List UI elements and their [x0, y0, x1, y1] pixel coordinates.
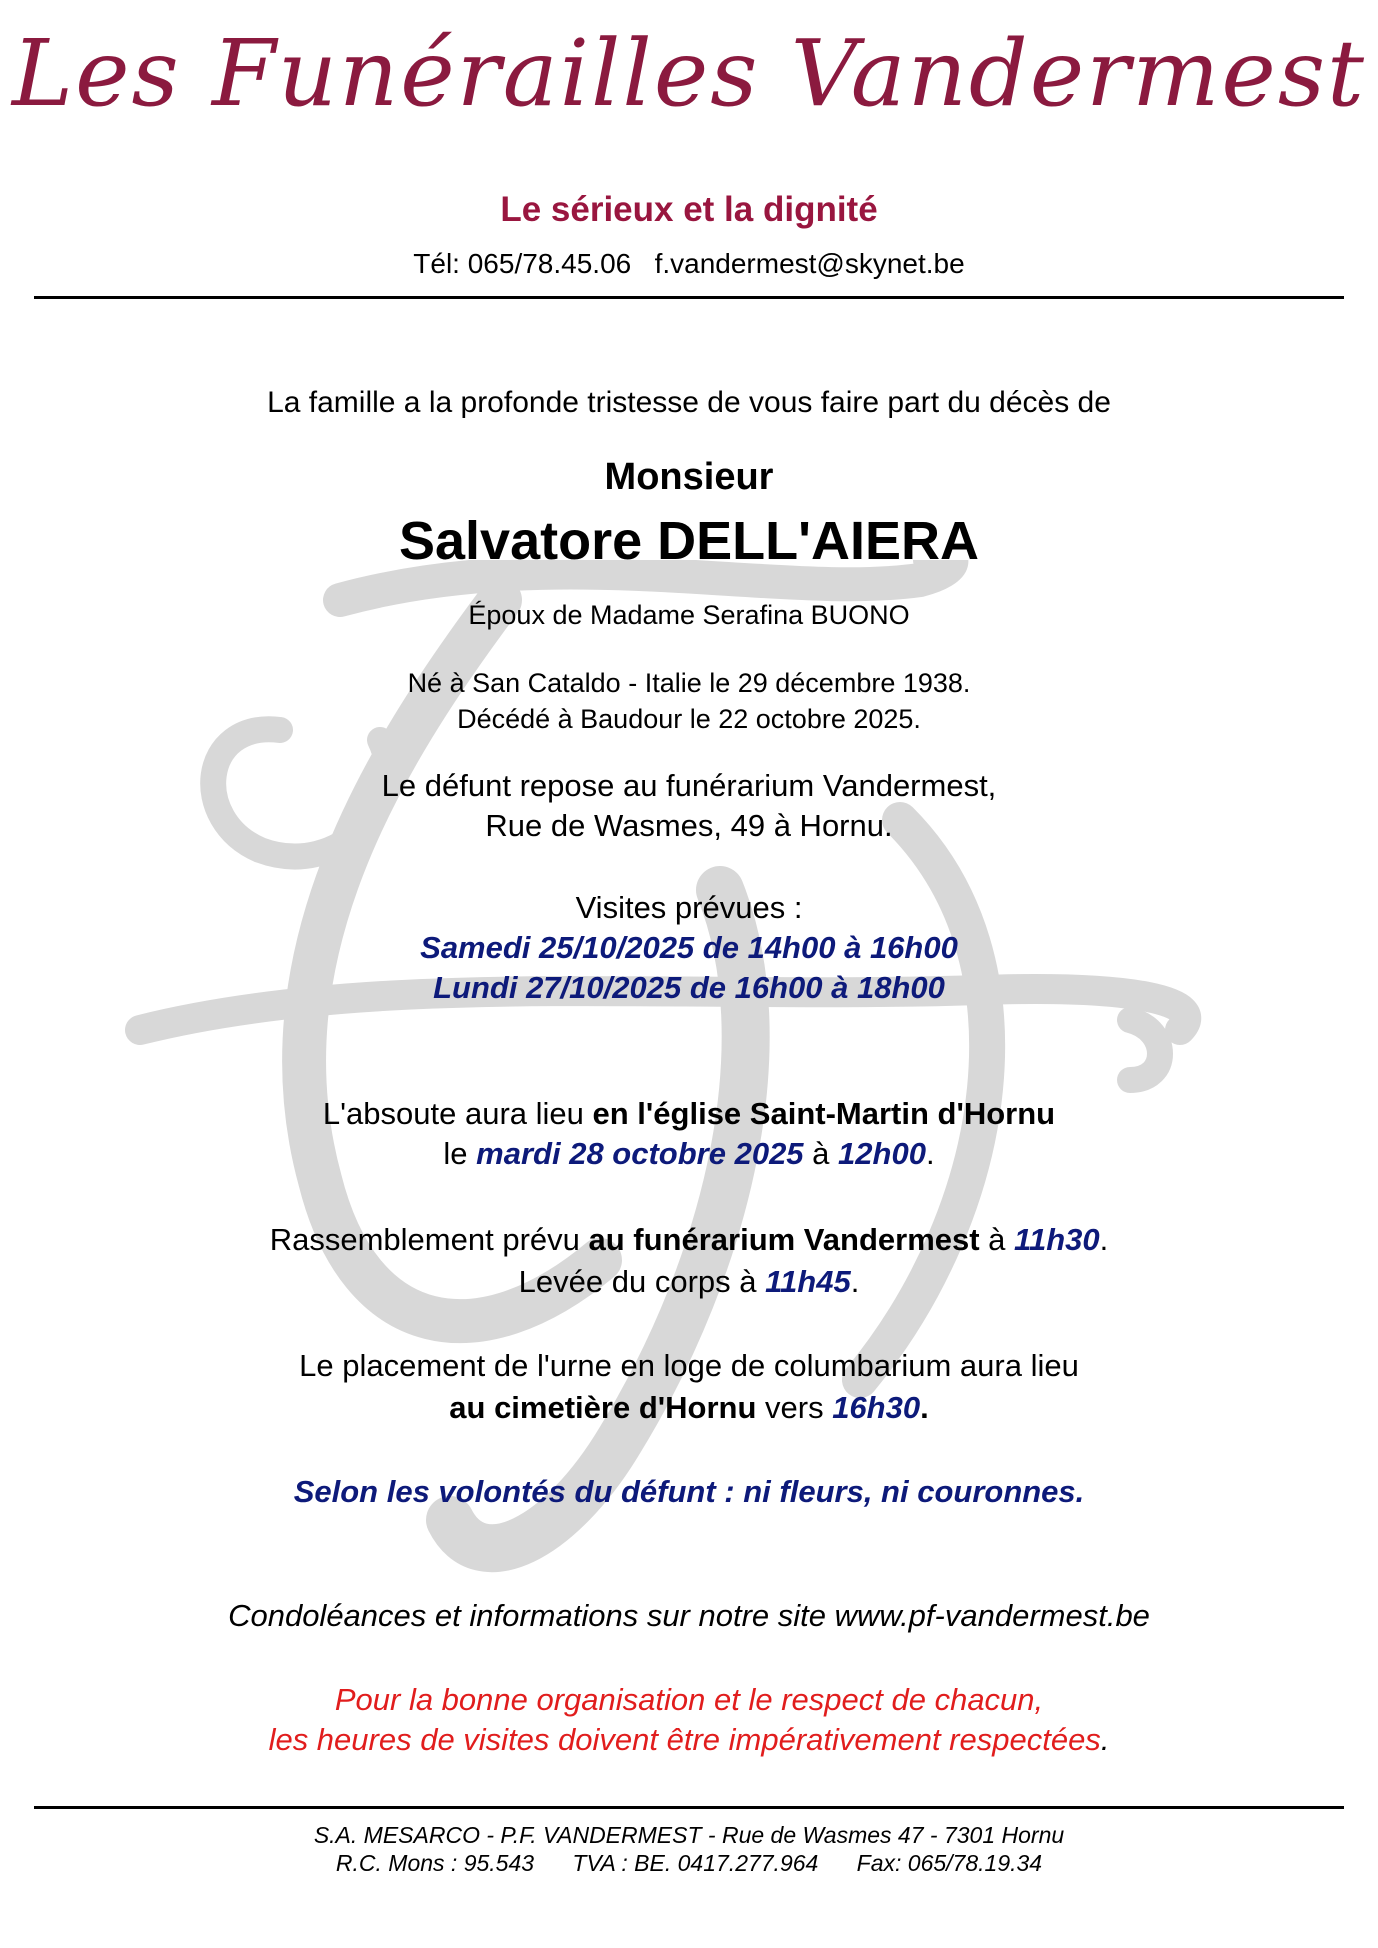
- absoute-place: en l'église Saint-Martin d'Hornu: [592, 1096, 1056, 1131]
- visit-slot: Lundi 27/10/2025 de 16h00 à 18h00: [433, 970, 945, 1005]
- urn-time: 16h30: [832, 1390, 921, 1425]
- header-divider: [34, 296, 1344, 299]
- visits-label: Visites prévues :: [575, 890, 803, 925]
- urn-end: .: [920, 1390, 929, 1425]
- urn-line-1: Le placement de l'urne en loge de columbarium aura lieu: [299, 1348, 1079, 1383]
- deceased-title: Monsieur: [604, 456, 774, 498]
- absoute-le: le: [443, 1136, 477, 1171]
- warning-text: les heures de visites doivent être impérativement respectées: [268, 1722, 1101, 1757]
- gathering-prefix: Rassemblement prévu: [269, 1222, 589, 1257]
- warning-line-1: Pour la bonne organisation et le respect de chacun,: [334, 1682, 1044, 1717]
- footer-divider: [34, 1806, 1344, 1809]
- footer-registration-line: [0, 1850, 1378, 1877]
- gathering-end: .: [1099, 1222, 1109, 1257]
- levee-time: 11h45: [765, 1264, 851, 1299]
- gathering-place: au funérarium Vandermest: [588, 1222, 980, 1257]
- absoute-line-2: [0, 1136, 1378, 1172]
- deceased-name: Salvatore DELL'AIERA: [399, 511, 979, 571]
- death-line: Décédé à Baudour le 22 octobre 2025.: [457, 704, 921, 734]
- footer-tva: TVA : BE. 0417.277.964: [572, 1850, 819, 1876]
- warning-end: .: [1100, 1722, 1110, 1757]
- birth-line: Né à San Cataldo - Italie le 29 décembre 1938.: [407, 668, 971, 698]
- contact-line: [0, 248, 1378, 280]
- urn-place: au cimetière d'Hornu: [449, 1390, 757, 1425]
- gathering-line: [0, 1222, 1378, 1258]
- levee-end: .: [850, 1264, 860, 1299]
- absoute-prefix: L'absoute aura lieu: [322, 1096, 593, 1131]
- gathering-time: 11h30: [1014, 1222, 1100, 1257]
- absoute-a: à: [803, 1136, 839, 1171]
- levee-prefix: Levée du corps à: [518, 1264, 766, 1299]
- absoute-line-1: [0, 1096, 1378, 1132]
- email-address: f.vandermest@skynet.be: [654, 248, 965, 279]
- wishes-line: Selon les volontés du défunt : ni fleurs, ni couronnes.: [293, 1474, 1085, 1509]
- warning-line-2: [0, 1722, 1378, 1758]
- phone-number: Tél: 065/78.45.06: [413, 248, 632, 279]
- brand-title: Les Funérailles Vandermest: [11, 20, 1367, 127]
- footer-rc: R.C. Mons : 95.543: [335, 1850, 535, 1876]
- absoute-date: mardi 28 octobre 2025: [476, 1136, 804, 1171]
- intro-text: La famille a la profonde tristesse de vous faire part du décès de: [267, 386, 1111, 419]
- footer-company-line: S.A. MESARCO - P.F. VANDERMEST - Rue de Wasmes 47 - 7301 Hornu: [313, 1822, 1065, 1848]
- rest-line-2: Rue de Wasmes, 49 à Hornu.: [485, 808, 893, 843]
- spouse-line: Époux de Madame Serafina BUONO: [468, 600, 910, 630]
- absoute-end: .: [925, 1136, 935, 1171]
- tagline: Le sérieux et la dignité: [500, 190, 878, 229]
- rest-line-1: Le défunt repose au funérarium Vandermest,: [381, 768, 997, 803]
- condolences-line: Condoléances et informations sur notre site www.pf-vandermest.be: [228, 1598, 1150, 1633]
- absoute-time: 12h00: [838, 1136, 926, 1171]
- urn-line-2: [0, 1390, 1378, 1426]
- gathering-a: à: [979, 1222, 1015, 1257]
- levee-line: [0, 1264, 1378, 1300]
- footer-fax: Fax: 065/78.19.34: [856, 1850, 1043, 1876]
- visit-slot: Samedi 25/10/2025 de 14h00 à 16h00: [420, 930, 958, 965]
- urn-vers: vers: [756, 1390, 833, 1425]
